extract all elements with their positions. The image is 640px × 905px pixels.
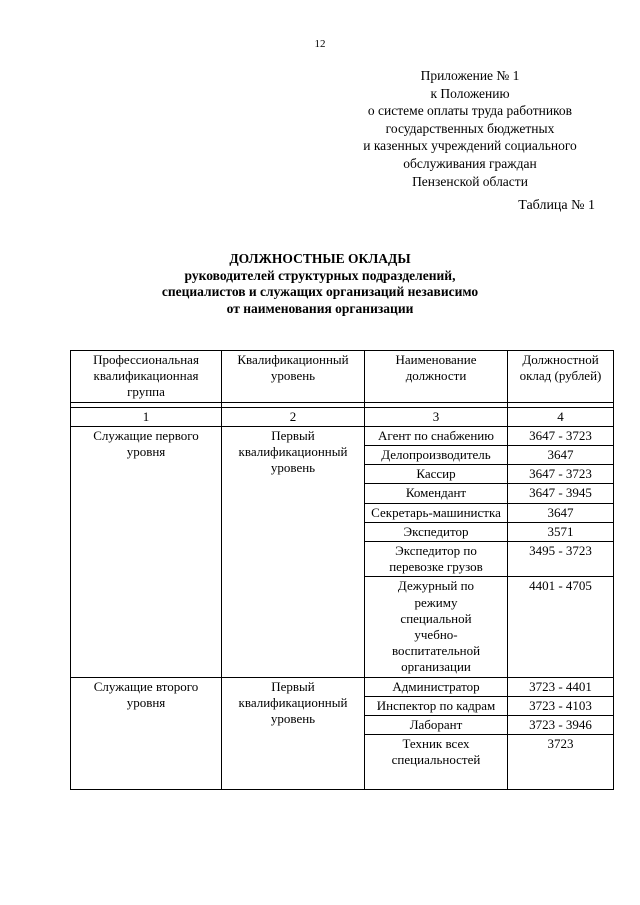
position-cell: Экспедитор	[365, 522, 508, 541]
salary-cell: 3723	[508, 735, 614, 789]
table-label: Таблица № 1	[518, 198, 595, 213]
title-line: от наименования организации	[226, 300, 414, 316]
position-cell: Экспедитор по перевозке грузов	[365, 542, 508, 577]
appendix-line: к Положению	[430, 85, 510, 101]
salary-cell: 3647	[508, 446, 614, 465]
salary-cell: 3647 - 3723	[508, 465, 614, 484]
appendix-line: и казенных учреждений социального	[363, 138, 577, 154]
position-cell: Комендант	[365, 484, 508, 503]
appendix-line: Приложение № 1	[420, 68, 520, 83]
table-row	[71, 426, 614, 445]
position-cell: Кассир	[365, 465, 508, 484]
page-number: 12	[314, 38, 326, 50]
level-cell: Первый квалификационный уровень	[222, 426, 365, 677]
column-number: 3	[365, 407, 508, 426]
appendix-line: обслуживания граждан	[403, 155, 537, 171]
position-cell: Администратор	[365, 677, 508, 696]
position-cell: Делопроизводитель	[365, 446, 508, 465]
salary-cell: 3571	[508, 522, 614, 541]
header-salary: Должностной оклад (рублей)	[508, 351, 614, 403]
salary-cell: 3723 - 4103	[508, 696, 614, 715]
column-number: 4	[508, 407, 614, 426]
header-row	[71, 351, 614, 403]
position-cell: Дежурный по режиму специальной учебно-воспитательной организации	[365, 577, 508, 677]
salary-cell: 3647 - 3945	[508, 484, 614, 503]
title-line: руководителей структурных подразделений,	[184, 267, 456, 283]
position-cell: Инспектор по кадрам	[365, 696, 508, 715]
table-row	[71, 677, 614, 696]
salary-cell: 3723 - 4401	[508, 677, 614, 696]
position-cell: Секретарь-машинистка	[365, 503, 508, 522]
salary-cell: 3495 - 3723	[508, 542, 614, 577]
group-cell: Служащие первого уровня	[71, 426, 222, 677]
document-title	[0, 251, 640, 317]
salary-cell: 3647	[508, 503, 614, 522]
position-cell: Агент по снабжению	[365, 426, 508, 445]
appendix-line: о системе оплаты труда работников	[367, 103, 573, 119]
header-group: Профессиональная квалификационная группа	[71, 351, 222, 403]
column-numbers-row	[71, 407, 614, 426]
header-level: Квалификационный уровень	[222, 351, 365, 403]
column-number: 1	[71, 407, 222, 426]
appendix-line: Пензенской области	[412, 173, 528, 189]
salary-cell: 4401 - 4705	[508, 577, 614, 677]
position-cell: Лаборант	[365, 716, 508, 735]
level-cell: Первый квалификационный уровень	[222, 677, 365, 789]
position-cell: Техник всех специальностей	[365, 735, 508, 789]
header-position: Наименование должности	[365, 351, 508, 403]
salary-cell: 3647 - 3723	[508, 426, 614, 445]
salary-cell: 3723 - 3946	[508, 716, 614, 735]
appendix-line: государственных бюджетных	[385, 120, 555, 136]
column-number: 2	[222, 407, 365, 426]
title-line: ДОЛЖНОСТНЫЕ ОКЛАДЫ	[229, 251, 411, 266]
title-line: специалистов и служащих организаций независимо	[161, 284, 479, 300]
group-cell: Служащие второго уровня	[71, 677, 222, 789]
salary-table	[70, 350, 614, 790]
appendix-note	[330, 67, 610, 190]
